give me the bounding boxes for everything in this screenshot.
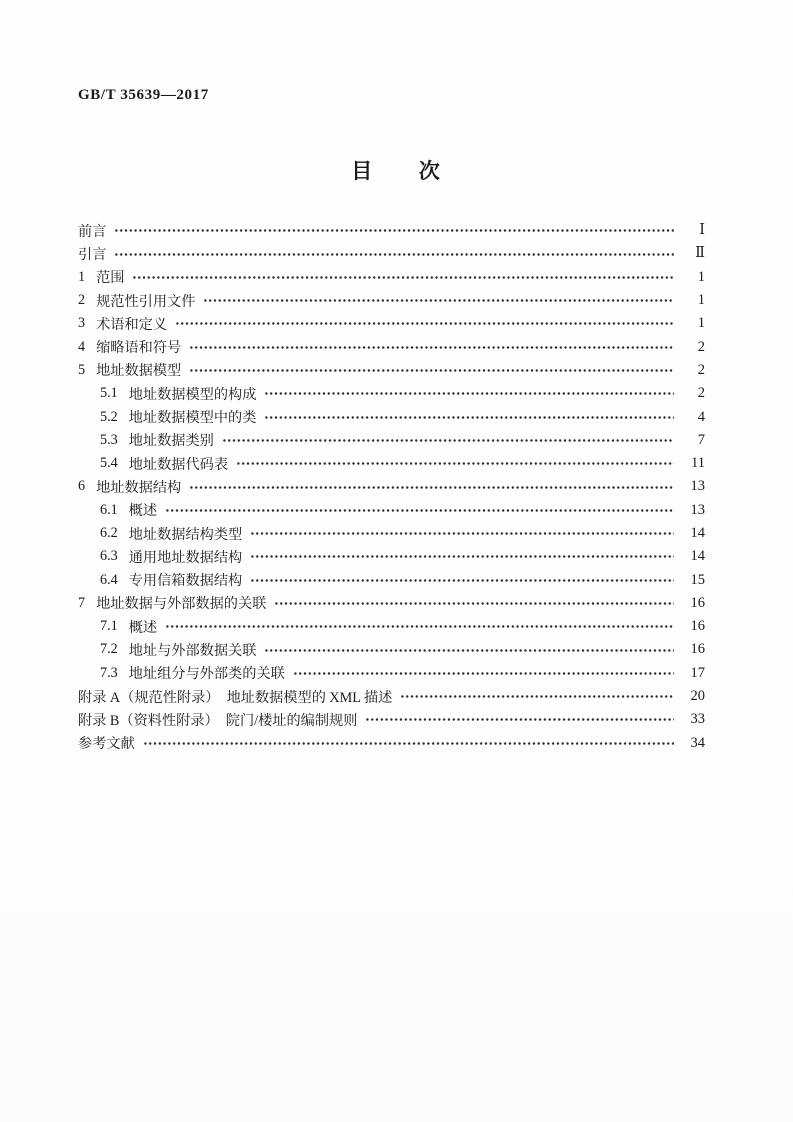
toc-entry-page-number: 17 — [690, 664, 705, 681]
toc-entry-page-number: Ⅱ — [695, 245, 705, 262]
toc-entry-label: 专用信箱数据结构 — [128, 573, 243, 590]
toc-list — [78, 219, 705, 755]
toc-entry — [78, 405, 705, 428]
toc-entry-label: 地址数据结构 — [96, 479, 182, 496]
toc-entry-number: 1 — [78, 268, 86, 285]
toc-entry — [78, 289, 705, 312]
toc-entry-label: 地址数据模型 — [96, 363, 182, 380]
toc-entry — [78, 708, 705, 731]
toc-entry-page-number: 16 — [690, 594, 705, 611]
toc-entry-page-number: 2 — [697, 361, 705, 378]
toc-entry — [78, 382, 705, 405]
toc-entry — [78, 638, 705, 661]
toc-entry — [78, 335, 705, 358]
toc-entry-page-number: 4 — [697, 408, 705, 425]
toc-entry-page-number: 7 — [697, 431, 705, 448]
toc-entry-number: 6.1 — [100, 501, 118, 518]
toc-entry-label: 地址数据模型中的类 — [128, 410, 257, 427]
toc-entry-label: 地址数据结构类型 — [128, 526, 243, 543]
toc-entry-label: 范围 — [96, 270, 125, 287]
toc-entry-number: 7.3 — [100, 664, 118, 681]
toc-leader-dots — [165, 503, 674, 517]
toc-entry-label: 概述 — [128, 503, 158, 520]
toc-leader-dots — [189, 480, 674, 494]
toc-leader-dots — [189, 340, 674, 354]
toc-entry-label: 附录 B（资料性附录） 院门/楼址的编制规则 — [78, 712, 358, 729]
standard-number: GB/T 35639—2017 — [78, 87, 209, 103]
toc-leader-dots — [189, 363, 674, 377]
toc-entry-page-number: 15 — [690, 571, 705, 588]
toc-leader-dots — [264, 387, 674, 401]
toc-entry-page-number: 13 — [690, 501, 705, 518]
toc-entry-number: 5.3 — [100, 431, 118, 448]
toc-entry — [78, 452, 705, 475]
toc-entry-number: 5.1 — [100, 385, 118, 402]
toc-entry-page-number: 2 — [697, 385, 705, 402]
toc-leader-dots — [274, 596, 674, 610]
toc-entry-page-number: Ⅰ — [699, 222, 705, 239]
toc-entry-page-number: 34 — [690, 734, 705, 751]
toc-leader-dots — [175, 317, 674, 331]
toc-entry-number: 3 — [78, 315, 86, 332]
toc-entry-number: 7.1 — [100, 618, 118, 635]
toc-entry-label: 前言 — [78, 223, 107, 240]
toc-entry-label: 地址数据与外部数据的关联 — [96, 596, 267, 613]
toc-entry-number: 6.4 — [100, 571, 118, 588]
toc-entry-number: 7 — [78, 594, 86, 611]
toc-entry-page-number: 2 — [697, 338, 705, 355]
toc-entry-number: 6.2 — [100, 525, 118, 541]
toc-entry-page-number: 1 — [697, 268, 705, 285]
toc-entry-label: 通用地址数据结构 — [128, 549, 243, 566]
toc-leader-dots — [264, 410, 674, 424]
toc-leader-dots — [143, 736, 674, 750]
toc-leader-dots — [114, 224, 674, 238]
toc-entry-label: 地址数据模型的构成 — [128, 386, 257, 403]
toc-leader-dots — [250, 550, 674, 564]
toc-entry-number: 2 — [78, 292, 86, 309]
toc-entry-number: 5 — [78, 361, 86, 378]
toc-entry-label: 规范性引用文件 — [96, 293, 196, 310]
toc-entry-label: 术语和定义 — [96, 316, 168, 333]
toc-entry — [78, 429, 705, 452]
toc-entry — [78, 522, 705, 545]
toc-entry-label: 缩略语和符号 — [96, 340, 182, 357]
toc-entry-number: 7.2 — [100, 641, 118, 658]
toc-entry — [78, 242, 705, 265]
toc-entry-label: 地址数据类别 — [128, 433, 214, 450]
toc-entry-page-number: 14 — [690, 548, 705, 565]
toc-entry-page-number: 14 — [690, 525, 705, 541]
toc-leader-dots — [114, 247, 674, 261]
toc-entry-page-number: 1 — [697, 315, 705, 332]
toc-entry — [78, 266, 705, 289]
toc-entry-label: 附录 A（规范性附录） 地址数据模型的 XML 描述 — [78, 689, 393, 706]
toc-entry — [78, 312, 705, 335]
toc-entry — [78, 732, 705, 755]
toc-entry-page-number: 1 — [697, 292, 705, 309]
toc-entry-label: 地址组分与外部类的关联 — [128, 666, 285, 683]
toc-leader-dots — [264, 643, 674, 657]
toc-leader-dots — [165, 620, 674, 634]
page-title: 目 次 — [351, 159, 442, 183]
toc-entry — [78, 219, 705, 242]
toc-entry — [78, 615, 705, 638]
toc-entry-page-number: 13 — [690, 478, 705, 495]
toc-entry-label: 引言 — [78, 246, 107, 263]
toc-leader-dots — [250, 527, 674, 541]
toc-entry-page-number: 16 — [690, 641, 705, 658]
toc-entry-page-number: 33 — [690, 711, 705, 728]
toc-entry — [78, 475, 705, 498]
toc-leader-dots — [250, 573, 674, 587]
toc-entry-page-number: 11 — [691, 455, 705, 472]
toc-leader-dots — [293, 666, 674, 680]
toc-entry — [78, 499, 705, 522]
toc-leader-dots — [236, 457, 674, 471]
toc-entry — [78, 592, 705, 615]
toc-leader-dots — [132, 270, 674, 284]
toc-leader-dots — [400, 690, 674, 704]
toc-leader-dots — [222, 433, 674, 447]
toc-entry-page-number: 20 — [690, 688, 705, 705]
toc-entry-number: 4 — [78, 338, 86, 355]
toc-entry — [78, 545, 705, 568]
toc-entry-number: 6.3 — [100, 548, 118, 565]
toc-leader-dots — [203, 294, 674, 308]
toc-entry — [78, 359, 705, 382]
toc-entry-label: 参考文献 — [78, 736, 135, 753]
toc-entry-number: 6 — [78, 478, 86, 495]
toc-entry-number: 5.4 — [100, 455, 118, 472]
toc-entry-number: 5.2 — [100, 408, 118, 425]
toc-entry — [78, 662, 705, 685]
toc-leader-dots — [365, 713, 674, 727]
toc-entry — [78, 568, 705, 591]
toc-entry-label: 概述 — [128, 619, 158, 636]
toc-entry-label: 地址与外部数据关联 — [128, 642, 257, 659]
toc-entry-label: 地址数据代码表 — [128, 456, 229, 473]
toc-entry — [78, 685, 705, 708]
toc-entry-page-number: 16 — [690, 618, 705, 635]
